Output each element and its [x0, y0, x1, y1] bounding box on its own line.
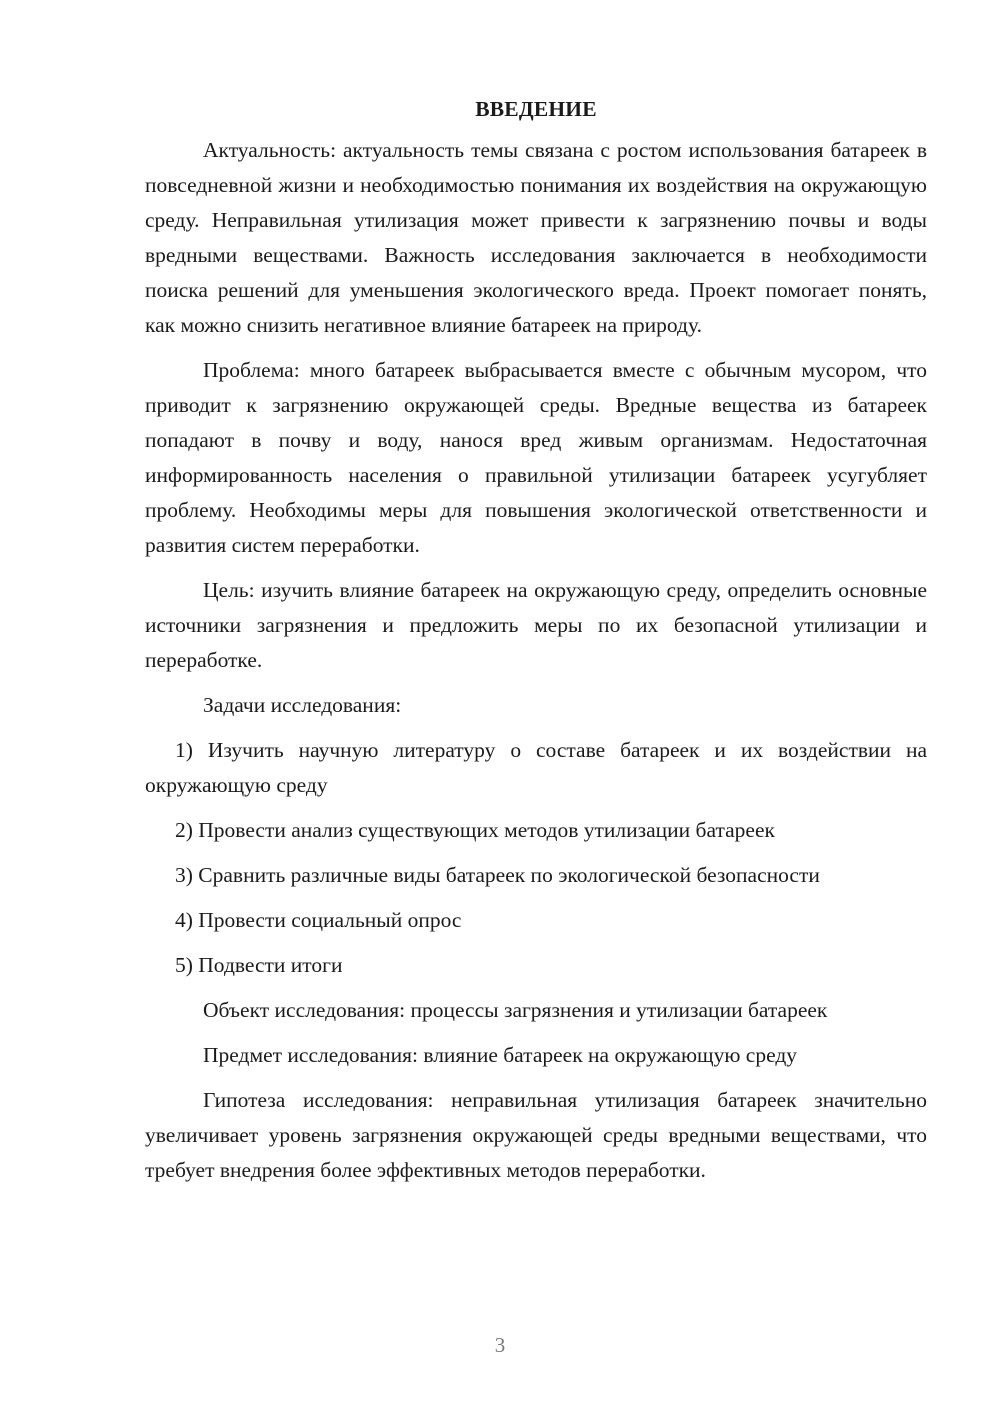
object-paragraph: Объект исследования: процессы загрязнения и утилизации батареек: [203, 998, 828, 1022]
hypothesis-paragraph: Гипотеза исследования: неправильная утилизация батареек значительно увеличивает уровень загрязнения окружающей среды вредными веществами, что требует внедрения более эффективных методов переработки.: [145, 1088, 927, 1182]
page-number: 3: [494, 1333, 506, 1357]
goal-paragraph: Цель: изучить влияние батареек на окружающую среду, определить основные источники загрязнения и предложить меры по их безопасной утилизации и переработке.: [145, 578, 927, 672]
tasks-heading: Задачи исследования:: [203, 693, 402, 717]
section-title: ВВЕДЕНИЕ: [475, 97, 597, 121]
task-item-5: 5) Подвести итоги: [175, 953, 343, 977]
document-page: [145, 92, 927, 1198]
task-item-4: 4) Провести социальный опрос: [175, 908, 462, 932]
problem-paragraph: Проблема: много батареек выбрасывается вместе с обычным мусором, что приводит к загрязнению окружающей среды. Вредные вещества из батареек попадают в почву и воду, нанося вред живым организмам. Недостаточная информированность населения о правильной утилизации батареек усугубляет проблему. Необходимы меры для повышения экологической ответственности и развития систем переработки.: [145, 358, 927, 557]
task-item-3: 3) Сравнить различные виды батареек по экологической безопасности: [175, 863, 820, 887]
relevance-paragraph: Актуальность: актуальность темы связана с ростом использования батареек в повседневной жизни и необходимостью понимания их воздействия на окружающую среду. Неправильная утилизация может привести к загрязнению почвы и воды вредными веществами. Важность исследования заключается в необходимости поиска решений для уменьшения экологического вреда. Проект помогает понять, как можно снизить негативное влияние батареек на природу.: [145, 138, 927, 337]
subject-paragraph: Предмет исследования: влияние батареек на окружающую среду: [203, 1043, 798, 1067]
task-item-1: 1) Изучить научную литературу о составе батареек и их воздействии на окружающую среду: [145, 738, 927, 797]
task-item-2: 2) Провести анализ существующих методов утилизации батареек: [175, 818, 775, 842]
